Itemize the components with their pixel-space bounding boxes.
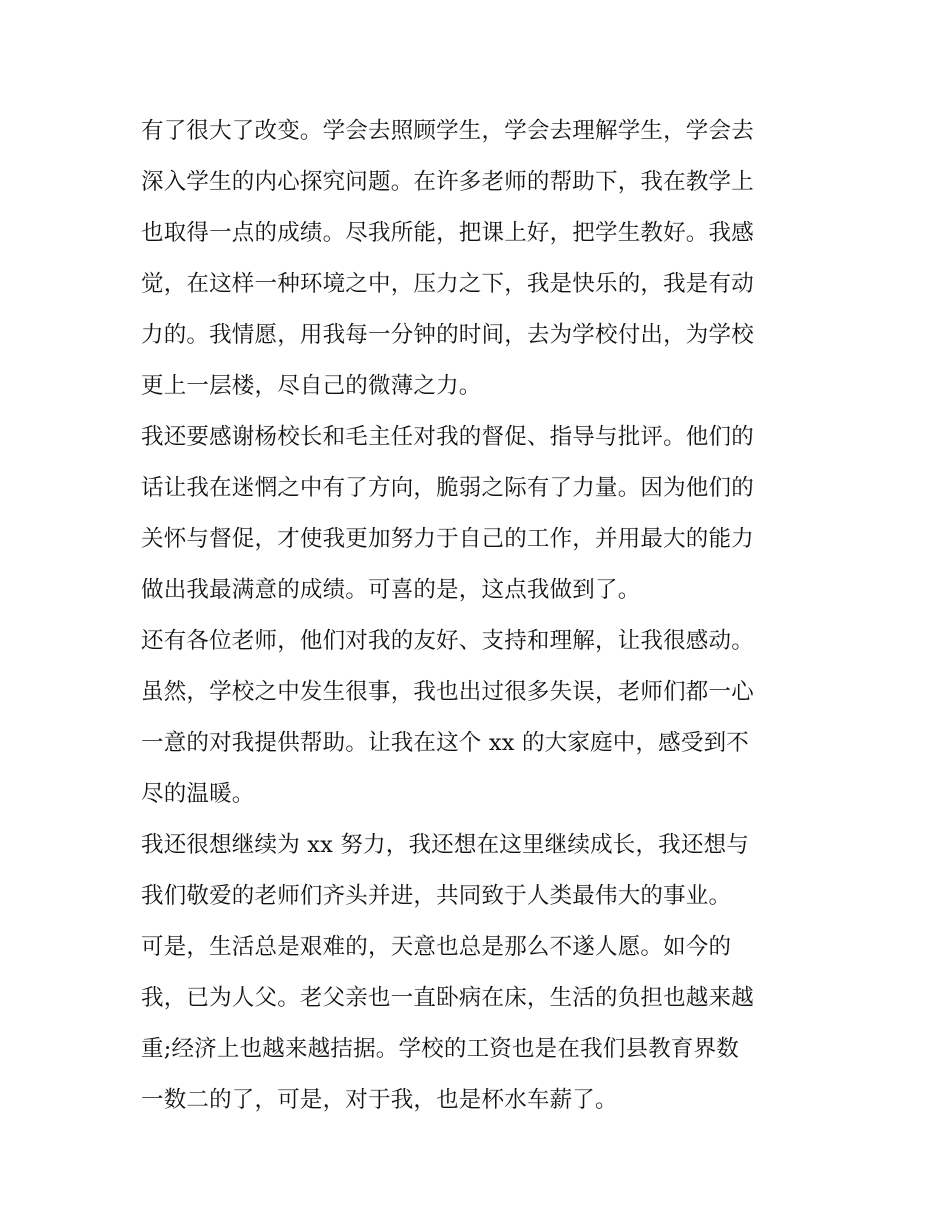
text-line-7: 我还要感谢杨校长和毛主任对我的督促、指导与批评。他们的	[141, 424, 754, 450]
text-line-17: 可是，生活总是艰难的，天意也总是那么不遂人愿。如今的	[141, 934, 732, 960]
text-line-18: 我，已为人父。老父亲也一直卧病在床，生活的负担也越来越	[141, 985, 754, 1011]
text-line-8: 话让我在迷惘之中有了方向，脆弱之际有了力量。因为他们的	[141, 475, 754, 501]
text-line-11: 还有各位老师，他们对我的友好、支持和理解，让我很感动。	[141, 628, 754, 654]
text-line-14: 尽的温暖。	[141, 781, 255, 807]
text-line-16: 我们敬爱的老师们齐头并进，共同致于人类最伟大的事业。	[141, 883, 732, 909]
text-line-9: 关怀与督促，才使我更加努力于自己的工作，并用最大的能力	[141, 526, 754, 552]
document-body	[141, 106, 821, 1126]
text-line-6: 更上一层楼，尽自己的微薄之力。	[141, 373, 482, 399]
text-line-2: 深入学生的内心探究问题。在许多老师的帮助下，我在教学上	[141, 169, 754, 195]
text-line-3: 也取得一点的成绩。尽我所能，把课上好，把学生教好。我感	[141, 220, 754, 246]
text-line-10: 做出我最满意的成绩。可喜的是，这点我做到了。	[141, 577, 641, 603]
text-line-13: 一意的对我提供帮助。让我在这个 xx 的大家庭中，感受到不	[141, 730, 749, 756]
text-line-1: 有了很大了改变。学会去照顾学生，学会去理解学生，学会去	[141, 118, 754, 144]
text-line-4: 觉，在这样一种环境之中，压力之下，我是快乐的，我是有动	[141, 271, 754, 297]
text-line-12: 虽然，学校之中发生很事，我也出过很多失误，老师们都一心	[141, 679, 754, 705]
text-line-15: 我还很想继续为 xx 努力，我还想在这里继续成长，我还想与	[141, 832, 749, 858]
text-line-5: 力的。我情愿，用我每一分钟的时间，去为学校付出，为学校	[141, 322, 754, 348]
text-line-19: 重;经济上也越来越拮据。学校的工资也是在我们县教育界数	[141, 1036, 739, 1062]
text-line-20: 一数二的了，可是，对于我，也是杯水车薪了。	[141, 1087, 618, 1113]
